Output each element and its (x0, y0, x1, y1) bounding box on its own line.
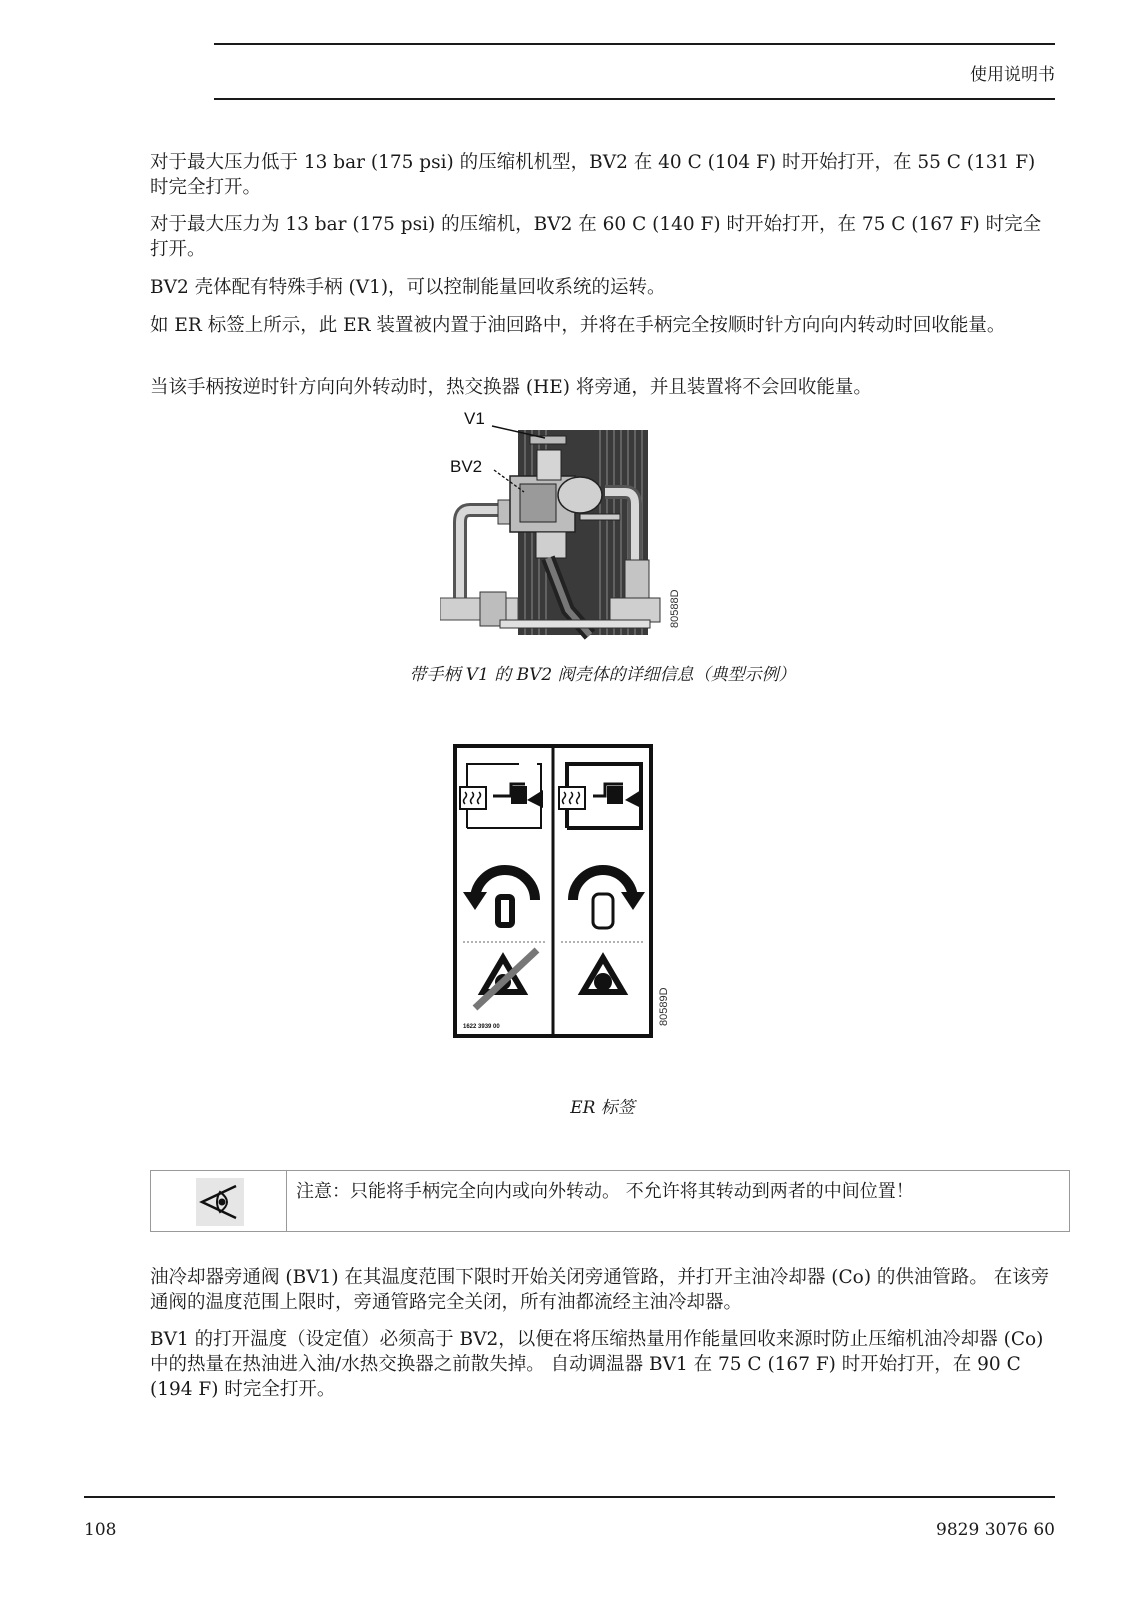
paragraph-bv2-13bar: 对于最大压力为 13 bar (175 psi) 的压缩机，BV2 在 60 C (140 F) 时开始打开，在 75 C (167 F) 时完全打开。 (150, 214, 1042, 260)
eye-icon (196, 1178, 244, 1226)
figure1-caption: 带手柄 V1 的 BV2 阀壳体的详细信息（典型示例） (409, 665, 796, 685)
header-bottom-rule (214, 98, 1055, 100)
note-text: 注意：只能将手柄完全向内或向外转动。 不允许将其转动到两者的中间位置！ (296, 1181, 914, 1202)
paragraph-bv1-bypass: 油冷却器旁通阀 (BV1) 在其温度范围下限时开始关闭旁通管路，并打开主油冷却器 (Co) 的供油管路。 在该旁通阀的温度范围上限时，旁通管路完全关闭，所有油都流经主油冷却器。 (150, 1267, 1050, 1313)
document-number: 9829 3076 60 (936, 1520, 1055, 1540)
note-box (150, 1170, 1070, 1232)
header-title: 使用说明书 (970, 65, 1055, 85)
figure-code-80588d: 80588D (669, 589, 681, 628)
paragraph-bv2-low-pressure: 对于最大压力低于 13 bar (175 psi) 的压缩机机型，BV2 在 40 C (104 F) 时开始打开，在 55 C (131 F) 时完全打开。 (150, 152, 1036, 198)
label-v1: V1 (464, 410, 485, 428)
page-number: 108 (84, 1520, 117, 1540)
footer-rule (84, 1496, 1055, 1498)
label-part-number: 1622 3939 00 (463, 1024, 500, 1030)
note-icon-cell (151, 1171, 287, 1231)
label-bv2: BV2 (450, 457, 483, 476)
valve-housing-figure (440, 410, 700, 645)
figure2-caption: ER 标签 (570, 1098, 635, 1118)
paragraph-bv1-setpoint: BV1 的打开温度（设定值）必须高于 BV2，以便在将压缩热量用作能量回收来源时防止压缩机油冷却器 (Co) 中的热量在热油进入油/水热交换器之前散失掉。 自动调温器 BV1 在 75 C (167 F) 时开始打开，在 90 C (194 F) 时完全打开。 (150, 1329, 1044, 1400)
er-label-figure (445, 742, 685, 1042)
paragraph-bypass: 当该手柄按逆时针方向向外转动时，热交换器 (HE) 将旁通，并且装置将不会回收能量。 (150, 377, 872, 398)
figure-code-80589d: 80589D (658, 987, 670, 1026)
header-top-rule (214, 43, 1055, 45)
paragraph-er-label: 如 ER 标签上所示，此 ER 装置被内置于油回路中，并将在手柄完全按顺时针方向向内转动时回收能量。 (150, 315, 1006, 336)
paragraph-bv2-handle: BV2 壳体配有特殊手柄 (V1)，可以控制能量回收系统的运转。 (150, 277, 666, 298)
